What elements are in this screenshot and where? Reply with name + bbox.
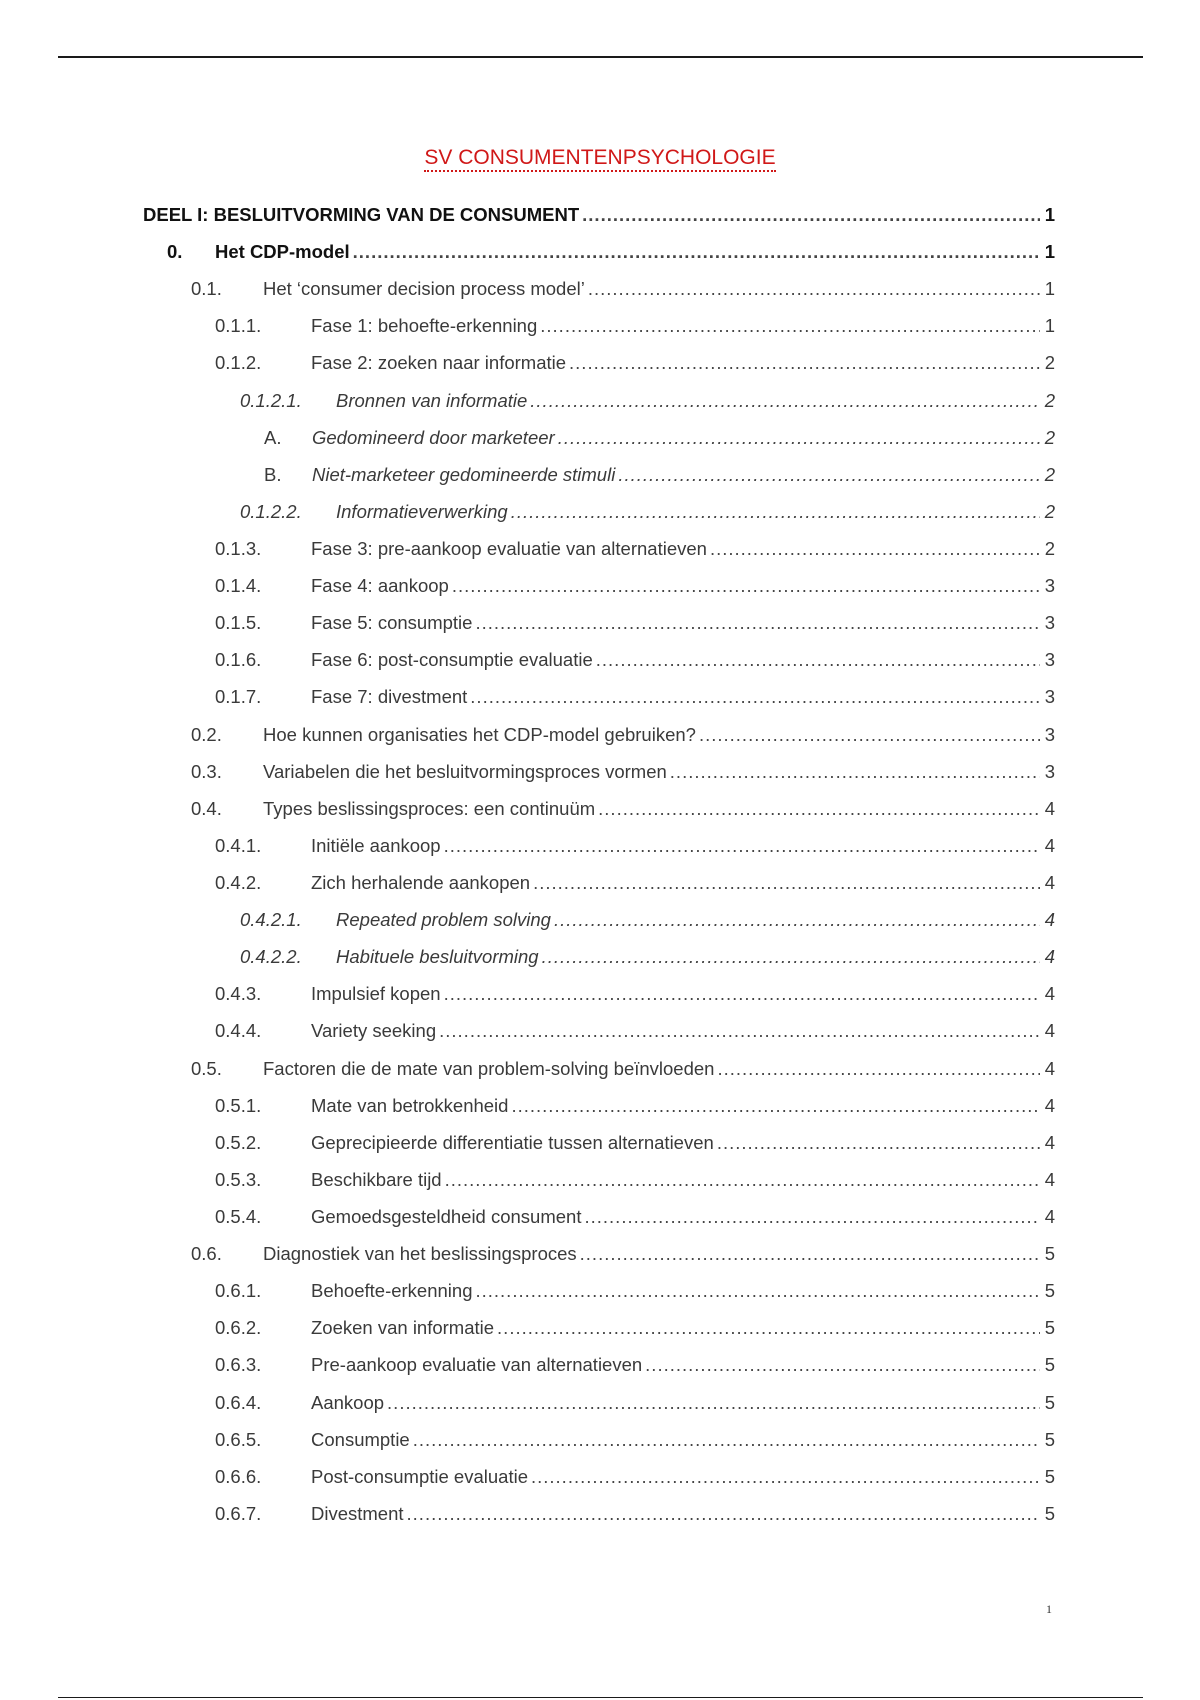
toc-leader bbox=[511, 501, 1040, 523]
toc-leader bbox=[452, 575, 1040, 597]
toc-label: Fase 4: aankoop bbox=[311, 575, 449, 596]
toc-number: 0.6.5. bbox=[215, 1429, 262, 1450]
toc-label: Hoe kunnen organisaties het CDP-model gebruiken? bbox=[263, 724, 696, 745]
toc-label: Consumptie bbox=[311, 1429, 410, 1450]
toc-entry-0-4-2[interactable] bbox=[215, 872, 1055, 894]
toc-leader bbox=[353, 241, 1040, 263]
toc-leader bbox=[497, 1317, 1040, 1339]
toc-entry-0-5-2[interactable] bbox=[215, 1132, 1055, 1154]
document-title-text: SV CONSUMENTENPSYCHOLOGIE bbox=[424, 146, 775, 172]
toc-leader bbox=[470, 686, 1040, 708]
toc-label: DEEL I: BESLUITVORMING VAN DE CONSUMENT bbox=[143, 204, 580, 225]
toc-label: Mate van betrokkenheid bbox=[311, 1095, 509, 1116]
toc-number: 0.1.7. bbox=[215, 686, 262, 707]
toc-number: 0.6.3. bbox=[215, 1354, 262, 1375]
toc-entry-0-1[interactable] bbox=[191, 278, 1055, 300]
toc-leader bbox=[530, 390, 1040, 412]
toc-leader bbox=[588, 278, 1040, 300]
toc-page: 5 bbox=[1044, 1503, 1055, 1524]
toc-entry-0-5[interactable] bbox=[191, 1058, 1055, 1080]
toc-entry-0-4-3[interactable] bbox=[215, 983, 1055, 1005]
toc-page: 2 bbox=[1044, 464, 1055, 485]
toc-number: 0.1.4. bbox=[215, 575, 262, 596]
toc-entry-0-1-5[interactable] bbox=[215, 612, 1055, 634]
toc-label: Fase 2: zoeken naar informatie bbox=[311, 352, 567, 373]
toc-leader bbox=[554, 909, 1040, 931]
toc-entry-0-5-1[interactable] bbox=[215, 1095, 1055, 1117]
toc-leader bbox=[407, 1503, 1040, 1525]
toc-leader bbox=[710, 538, 1040, 560]
toc-number: 0.1.6. bbox=[215, 649, 262, 670]
toc-label: Diagnostiek van het beslissingsproces bbox=[263, 1243, 577, 1264]
toc-page: 4 bbox=[1044, 1169, 1055, 1190]
toc-leader bbox=[569, 352, 1040, 374]
toc-label: Het ‘consumer decision process model’ bbox=[263, 278, 585, 299]
toc-label: Beschikbare tijd bbox=[311, 1169, 442, 1190]
toc-entry-0-6[interactable] bbox=[191, 1243, 1055, 1265]
toc-page: 4 bbox=[1044, 1132, 1055, 1153]
toc-number: 0.1.5. bbox=[215, 612, 262, 633]
toc-entry-0-4-4[interactable] bbox=[215, 1020, 1055, 1042]
toc-number: B. bbox=[264, 464, 282, 485]
toc-label: Pre-aankoop evaluatie van alternatieven bbox=[311, 1354, 643, 1375]
toc-page: 4 bbox=[1044, 798, 1055, 819]
toc-label: Variabelen die het besluitvormingsproces vormen bbox=[263, 761, 667, 782]
toc-leader bbox=[645, 1354, 1040, 1376]
toc-entry-a[interactable] bbox=[264, 427, 1055, 449]
toc-entry-0-6-1[interactable] bbox=[215, 1280, 1055, 1302]
toc-page: 3 bbox=[1044, 761, 1055, 782]
toc-leader bbox=[387, 1392, 1040, 1414]
toc-leader bbox=[511, 1095, 1040, 1117]
toc-number: 0.2. bbox=[191, 724, 222, 745]
toc-label: Zoeken van informatie bbox=[311, 1317, 495, 1338]
toc-page: 5 bbox=[1044, 1429, 1055, 1450]
toc-label: Habituele besluitvorming bbox=[336, 946, 539, 967]
toc-label: Zich herhalende aankopen bbox=[311, 872, 531, 893]
toc-number: 0.6. bbox=[191, 1243, 222, 1264]
toc-page: 5 bbox=[1044, 1243, 1055, 1264]
toc-number: 0.4.3. bbox=[215, 983, 262, 1004]
toc-leader bbox=[475, 612, 1040, 634]
toc-leader bbox=[542, 946, 1040, 968]
toc-page: 2 bbox=[1044, 352, 1055, 373]
toc-label: Het CDP-model bbox=[215, 241, 350, 262]
toc-number: 0.4.2.1. bbox=[240, 909, 302, 930]
toc-entry-0-1-2[interactable] bbox=[215, 352, 1055, 374]
toc-page: 5 bbox=[1044, 1317, 1055, 1338]
toc-entry-0-1-4[interactable] bbox=[215, 575, 1055, 597]
toc-label: Fase 7: divestment bbox=[311, 686, 468, 707]
toc-page: 3 bbox=[1044, 575, 1055, 596]
toc-page: 5 bbox=[1044, 1466, 1055, 1487]
toc-number: 0.1.2.2. bbox=[240, 501, 302, 522]
toc-number: 0.1. bbox=[191, 278, 222, 299]
toc-entry-0-1-2-1[interactable] bbox=[240, 390, 1055, 412]
toc-entry-0-1-6[interactable] bbox=[215, 649, 1055, 671]
page-number: 1 bbox=[1046, 1602, 1052, 1616]
toc-number: 0.6.2. bbox=[215, 1317, 262, 1338]
toc-number: 0.1.3. bbox=[215, 538, 262, 559]
toc-number: 0.3. bbox=[191, 761, 222, 782]
toc-page: 4 bbox=[1044, 909, 1055, 930]
toc-label: Types beslissingsproces: een continuüm bbox=[263, 798, 596, 819]
toc-entry-0-6-6[interactable] bbox=[215, 1466, 1055, 1488]
toc-leader bbox=[445, 1169, 1040, 1191]
toc-entry-b[interactable] bbox=[264, 464, 1055, 486]
toc-page: 3 bbox=[1044, 724, 1055, 745]
toc-label: Post-consumptie evaluatie bbox=[311, 1466, 528, 1487]
toc-leader bbox=[598, 798, 1040, 820]
toc-label: Fase 1: behoefte-erkenning bbox=[311, 315, 538, 336]
toc-label: Initiële aankoop bbox=[311, 835, 441, 856]
toc-label: Factoren die de mate van problem-solving beïnvloeden bbox=[263, 1058, 715, 1079]
toc-number: 0.1.1. bbox=[215, 315, 262, 336]
toc-label: Fase 3: pre-aankoop evaluatie van alternatieven bbox=[311, 538, 707, 559]
toc-number: 0.5. bbox=[191, 1058, 222, 1079]
toc-number: 0.1.2. bbox=[215, 352, 262, 373]
toc-page: 4 bbox=[1044, 983, 1055, 1004]
toc-label: Fase 6: post-consumptie evaluatie bbox=[311, 649, 593, 670]
toc-leader bbox=[717, 1132, 1040, 1154]
toc-entry-0-4-2-1[interactable] bbox=[240, 909, 1055, 931]
toc-page: 1 bbox=[1044, 204, 1055, 225]
toc-label: Behoefte-erkenning bbox=[311, 1280, 473, 1301]
toc-leader bbox=[540, 315, 1040, 337]
toc-page: 1 bbox=[1044, 241, 1055, 262]
toc-leader bbox=[584, 1206, 1040, 1228]
toc-entry-0-1-3[interactable] bbox=[215, 538, 1055, 560]
toc-page: 4 bbox=[1044, 1206, 1055, 1227]
toc-entry-0-4-2-2[interactable] bbox=[240, 946, 1055, 968]
toc-leader bbox=[582, 204, 1040, 226]
toc-page: 4 bbox=[1044, 835, 1055, 856]
toc-number: 0.1.2.1. bbox=[240, 390, 302, 411]
toc-entry-0-4-1[interactable] bbox=[215, 835, 1055, 857]
toc-leader bbox=[717, 1058, 1040, 1080]
toc-leader bbox=[444, 835, 1040, 857]
toc-entry-deel-1[interactable] bbox=[143, 204, 1055, 226]
toc-leader bbox=[533, 872, 1040, 894]
toc-page: 3 bbox=[1044, 612, 1055, 633]
toc-leader bbox=[699, 724, 1040, 746]
toc-page: 4 bbox=[1044, 872, 1055, 893]
toc-leader bbox=[596, 649, 1040, 671]
toc-entry-0-5-4[interactable] bbox=[215, 1206, 1055, 1228]
toc-page: 2 bbox=[1044, 390, 1055, 411]
toc-label: Variety seeking bbox=[311, 1020, 437, 1041]
toc-page: 1 bbox=[1044, 278, 1055, 299]
toc-label: Gemoedsgesteldheid consument bbox=[311, 1206, 582, 1227]
toc-entry-0-6-2[interactable] bbox=[215, 1317, 1055, 1339]
toc-label: Niet-marketeer gedomineerde stimuli bbox=[312, 464, 616, 485]
toc-entry-0-6-4[interactable] bbox=[215, 1392, 1055, 1414]
toc-number: 0. bbox=[167, 241, 183, 262]
toc-leader bbox=[475, 1280, 1040, 1302]
toc-number: 0.4. bbox=[191, 798, 222, 819]
footer-rule bbox=[58, 1697, 1143, 1698]
toc-label: Fase 5: consumptie bbox=[311, 612, 473, 633]
toc-leader bbox=[413, 1429, 1040, 1451]
toc-number: 0.4.2. bbox=[215, 872, 262, 893]
toc-entry-0-6-3[interactable] bbox=[215, 1354, 1055, 1376]
toc-number: 0.6.7. bbox=[215, 1503, 262, 1524]
toc-entry-0[interactable] bbox=[167, 241, 1055, 263]
toc-page: 5 bbox=[1044, 1354, 1055, 1375]
toc-entry-0-5-3[interactable] bbox=[215, 1169, 1055, 1191]
toc-page: 4 bbox=[1044, 946, 1055, 967]
toc-number: 0.4.2.2. bbox=[240, 946, 302, 967]
toc-entry-0-6-7[interactable] bbox=[215, 1503, 1055, 1525]
toc-leader bbox=[439, 1020, 1040, 1042]
toc-number: 0.6.1. bbox=[215, 1280, 262, 1301]
toc-entry-0-3[interactable] bbox=[191, 761, 1055, 783]
toc-label: Informatieverwerking bbox=[336, 501, 508, 522]
toc-label: Impulsief kopen bbox=[311, 983, 441, 1004]
toc-number: 0.5.4. bbox=[215, 1206, 262, 1227]
toc-number: 0.5.1. bbox=[215, 1095, 262, 1116]
toc-page: 2 bbox=[1044, 538, 1055, 559]
toc-label: Bronnen van informatie bbox=[336, 390, 528, 411]
toc-label: Gedomineerd door marketeer bbox=[312, 427, 555, 448]
toc-leader bbox=[531, 1466, 1040, 1488]
toc-page: 4 bbox=[1044, 1020, 1055, 1041]
toc-page: 2 bbox=[1044, 427, 1055, 448]
toc-number: 0.4.1. bbox=[215, 835, 262, 856]
toc-entry-0-1-7[interactable] bbox=[215, 686, 1055, 708]
toc-leader bbox=[618, 464, 1040, 486]
toc-entry-0-2[interactable] bbox=[191, 724, 1055, 746]
toc-entry-0-4[interactable] bbox=[191, 798, 1055, 820]
toc-entry-0-1-2-2[interactable] bbox=[240, 501, 1055, 523]
toc-page: 4 bbox=[1044, 1095, 1055, 1116]
toc-leader bbox=[558, 427, 1040, 449]
toc-number: 0.6.4. bbox=[215, 1392, 262, 1413]
toc-number: 0.5.3. bbox=[215, 1169, 262, 1190]
toc-label: Repeated problem solving bbox=[336, 909, 551, 930]
document-title bbox=[0, 146, 1200, 170]
toc-entry-0-6-5[interactable] bbox=[215, 1429, 1055, 1451]
toc-number: 0.5.2. bbox=[215, 1132, 262, 1153]
toc-page: 3 bbox=[1044, 686, 1055, 707]
toc-number: A. bbox=[264, 427, 282, 448]
toc-leader bbox=[670, 761, 1040, 783]
toc-leader bbox=[444, 983, 1040, 1005]
toc-page: 5 bbox=[1044, 1392, 1055, 1413]
toc-entry-0-1-1[interactable] bbox=[215, 315, 1055, 337]
toc-page: 3 bbox=[1044, 649, 1055, 670]
toc-label: Geprecipieerde differentiatie tussen alternatieven bbox=[311, 1132, 714, 1153]
toc-page: 1 bbox=[1044, 315, 1055, 336]
toc-page: 2 bbox=[1044, 501, 1055, 522]
toc-number: 0.6.6. bbox=[215, 1466, 262, 1487]
toc-label: Divestment bbox=[311, 1503, 404, 1524]
toc-leader bbox=[580, 1243, 1040, 1265]
toc-page: 5 bbox=[1044, 1280, 1055, 1301]
toc-number: 0.4.4. bbox=[215, 1020, 262, 1041]
toc-page: 4 bbox=[1044, 1058, 1055, 1079]
header-rule bbox=[58, 56, 1143, 58]
toc-label: Aankoop bbox=[311, 1392, 385, 1413]
